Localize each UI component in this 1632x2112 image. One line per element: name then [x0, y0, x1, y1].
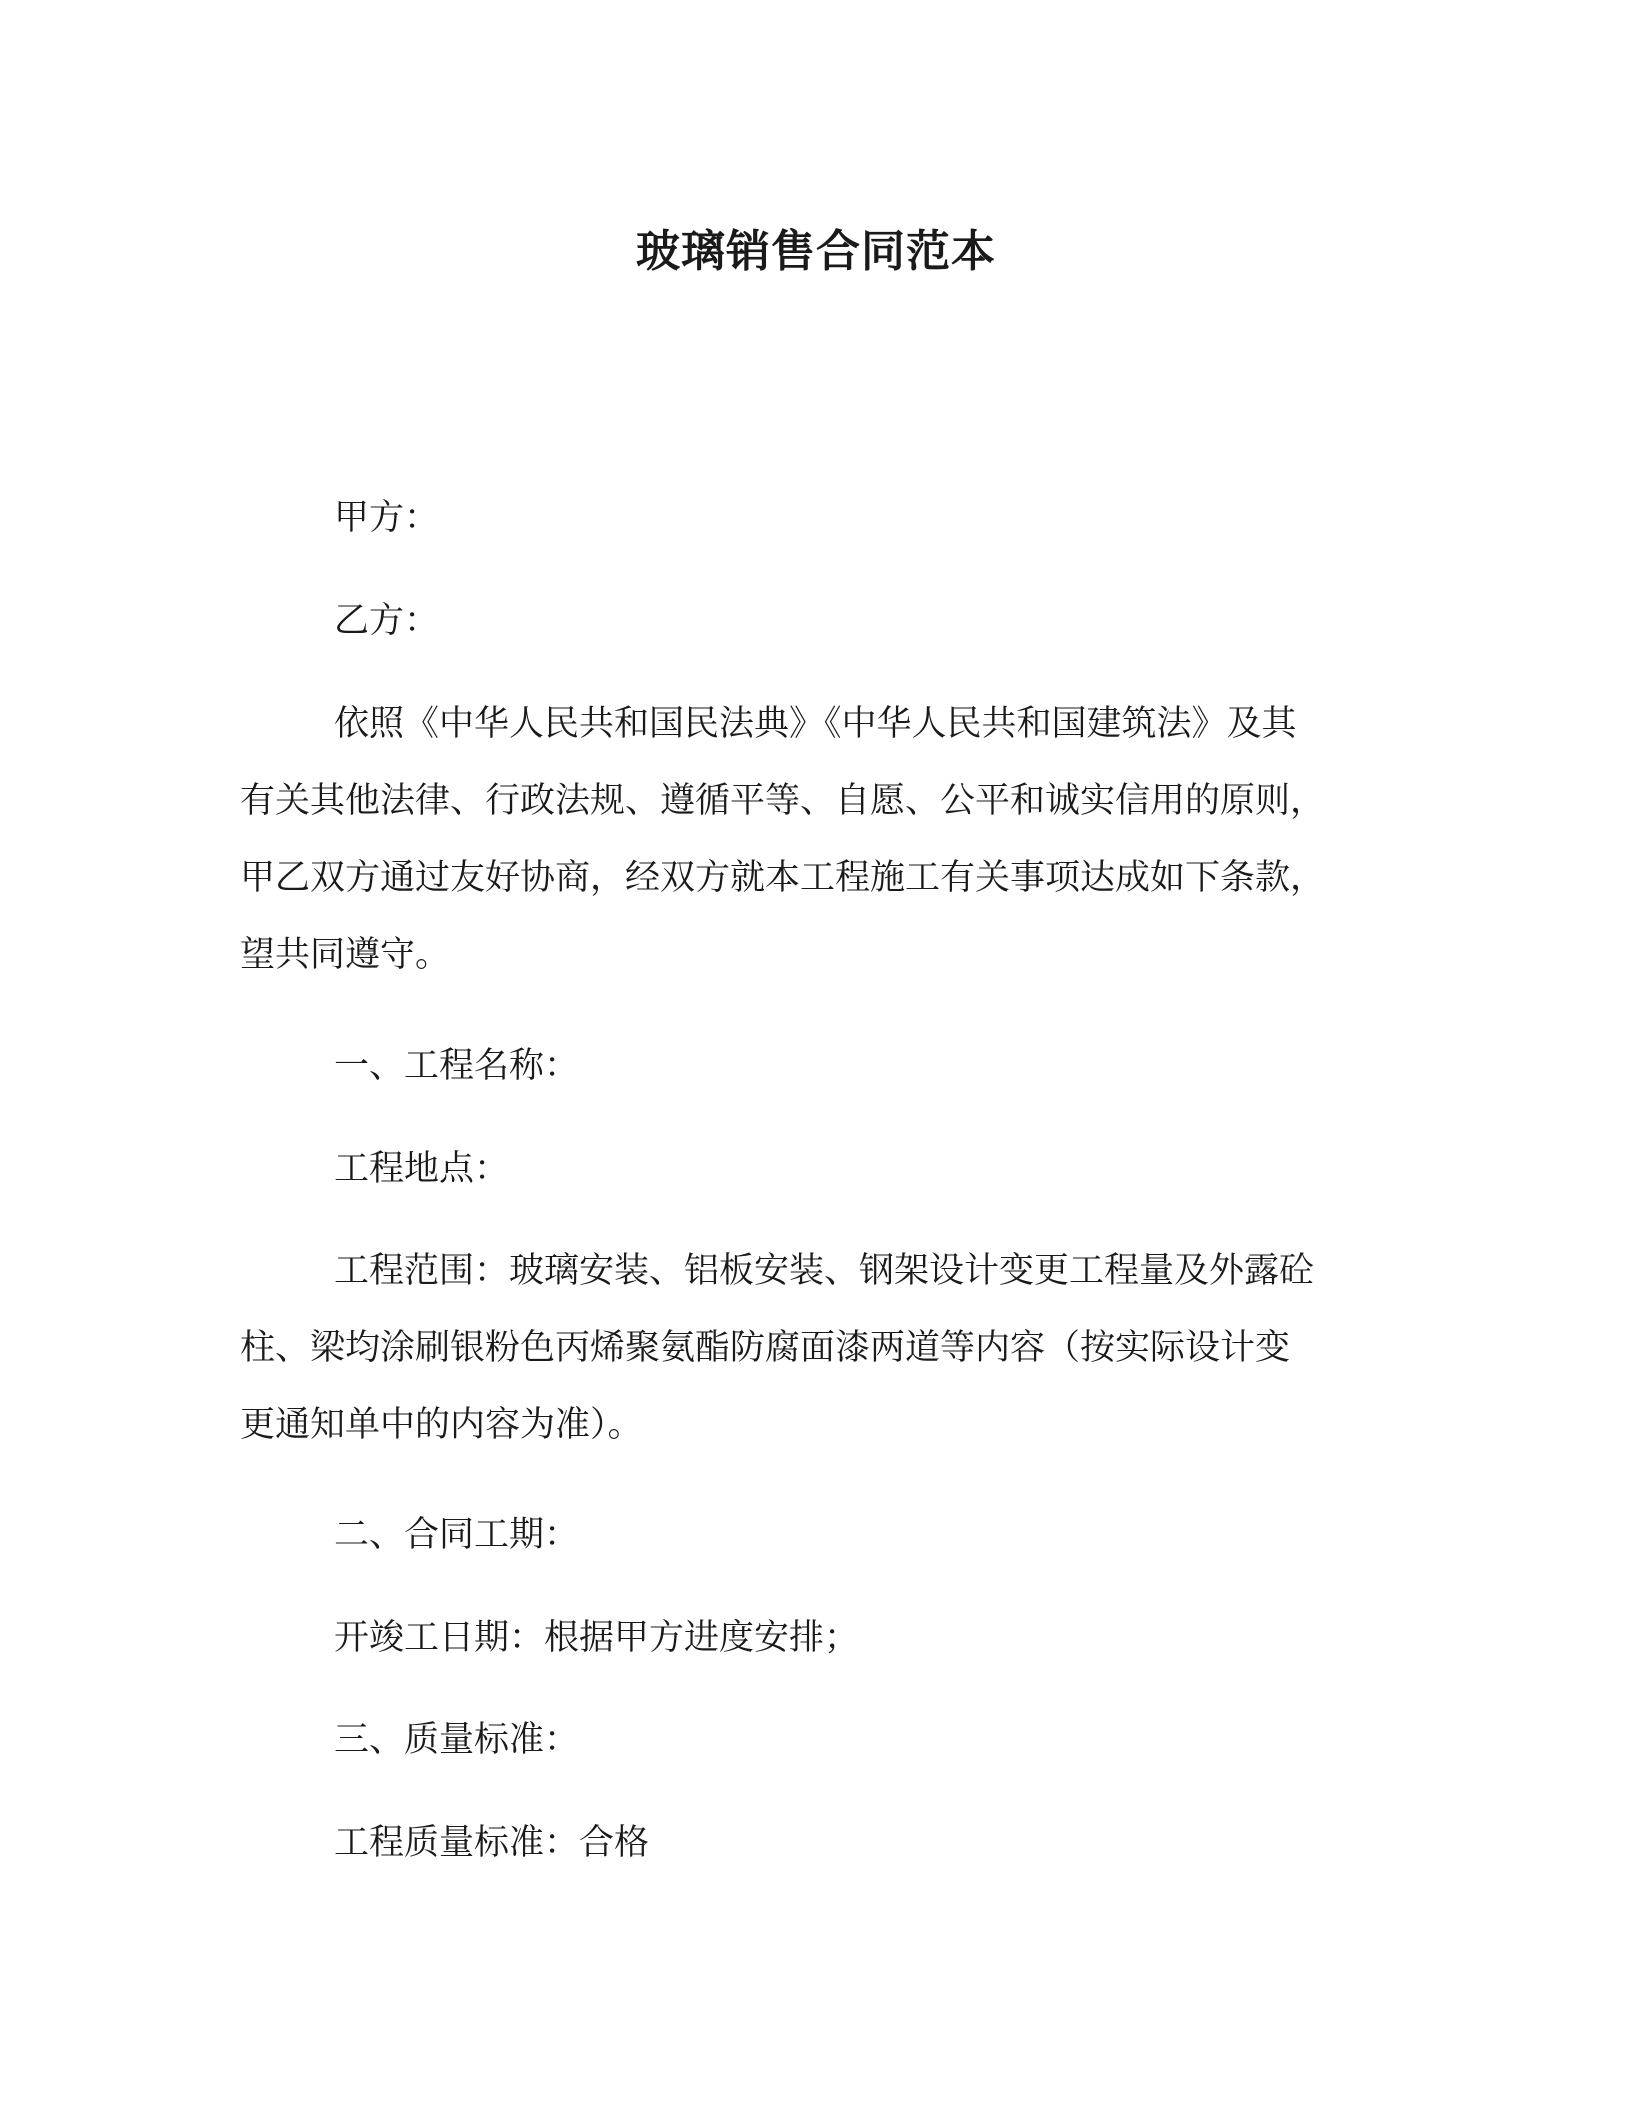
section-2-heading: [240, 1497, 1370, 1574]
intro-paragraph: [240, 686, 1370, 994]
party-a-label: [240, 480, 1370, 557]
project-scope-line: 柱、梁均涂刷银粉色丙烯聚氨酯防腐面漆两道等内容（按实际设计变: [240, 1328, 1291, 1368]
section-3-heading: [240, 1702, 1370, 1779]
party-b-text: 乙方：: [334, 601, 440, 641]
start-end-date-text: 开竣工日期：根据甲方进度安排；: [334, 1618, 860, 1658]
project-scope-line: 工程范围：玻璃安装、铝板安装、钢架设计变更工程量及外露砼: [334, 1251, 1315, 1291]
intro-line: 望共同遵守。: [240, 935, 451, 975]
project-scope-paragraph: [240, 1233, 1370, 1464]
project-scope-line: 更通知单中的内容为准）。: [240, 1405, 643, 1445]
document-title: 玻璃销售合同范本: [636, 226, 996, 277]
intro-line: 依照《中华人民共和国民法典》《中华人民共和国建筑法》及其: [334, 704, 1297, 744]
quality-standard-text: 工程质量标准：合格: [334, 1823, 650, 1863]
party-a-text: 甲方：: [334, 498, 440, 538]
intro-line: 甲乙双方通过友好协商，经双方就本工程施工有关事项达成如下条款，: [240, 858, 1326, 898]
section-1-heading-text: 一、工程名称：: [334, 1046, 580, 1086]
section-2-heading-text: 二、合同工期：: [334, 1515, 580, 1555]
section-3-heading-text: 三、质量标准：: [334, 1720, 580, 1760]
quality-standard: [240, 1805, 1370, 1882]
party-b-label: [240, 583, 1370, 660]
project-location-text: 工程地点：: [334, 1149, 510, 1189]
intro-line: 有关其他法律、行政法规、遵循平等、自愿、公平和诚实信用的原则，: [240, 781, 1326, 821]
project-location: [240, 1131, 1370, 1208]
section-1-heading: [240, 1028, 1370, 1105]
start-end-date: [240, 1600, 1370, 1677]
